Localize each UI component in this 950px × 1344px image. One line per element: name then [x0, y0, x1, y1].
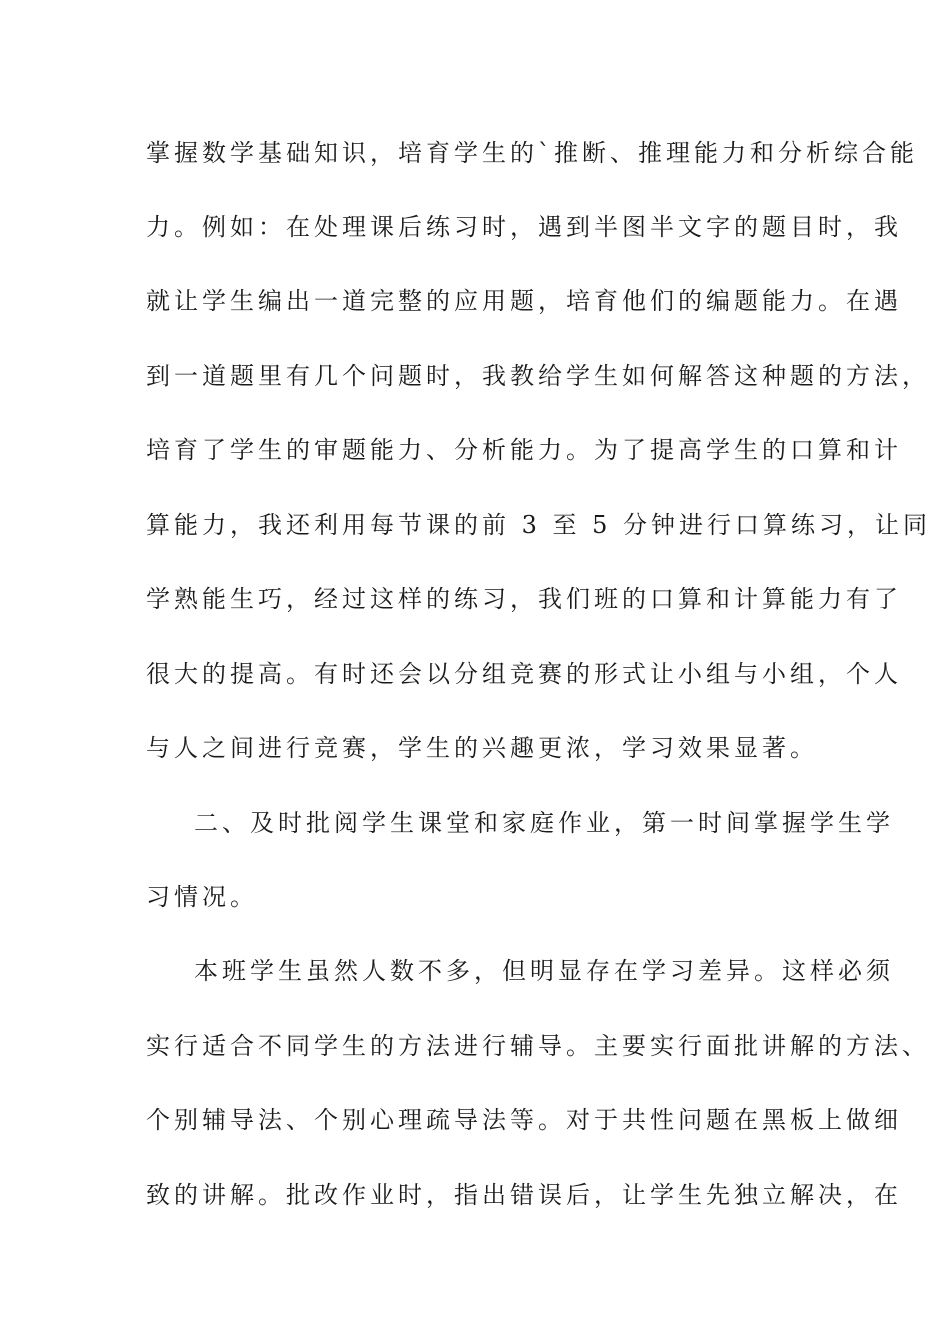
- paragraph-line-7: 学熟能生巧，经过这样的练习，我们班的口算和计算能力有了: [146, 585, 902, 613]
- paragraph-line-9: 与人之间进行竞赛，学生的兴趣更浓，学习效果显著。: [146, 734, 818, 762]
- paragraph-line-1: 掌握数学基础知识，培育学生的`推断、推理能力和分析综合能: [146, 139, 918, 167]
- paragraph-line-5: 培育了学生的审题能力、分析能力。为了提高学生的口算和计: [146, 436, 902, 464]
- paragraph-line-4: 到一道题里有几个问题时，我教给学生如何解答这种题的方法，: [146, 362, 930, 390]
- paragraph-line-6: 算能力，我还利用每节课的前 3 至 5 分钟进行口算练习，让同: [146, 511, 932, 539]
- paragraph-2-line-4: 致的讲解。批改作业时，指出错误后，让学生先独立解决，在: [146, 1181, 902, 1209]
- paragraph-2-line-2: 实行适合不同学生的方法进行辅导。主要实行面批讲解的方法、: [146, 1032, 930, 1060]
- paragraph-line-2: 力。例如：在处理课后练习时，遇到半图半文字的题目时，我: [146, 213, 902, 241]
- section-heading-line-1: 二、及时批阅学生课堂和家庭作业，第一时间掌握学生学: [194, 809, 894, 837]
- paragraph-2-line-1: 本班学生虽然人数不多，但明显存在学习差异。这样必须: [194, 957, 894, 985]
- section-heading-line-2: 习情况。: [146, 883, 258, 911]
- paragraph-line-8: 很大的提高。有时还会以分组竞赛的形式让小组与小组，个人: [146, 660, 902, 688]
- paragraph-line-3: 就让学生编出一道完整的应用题，培育他们的编题能力。在遇: [146, 287, 902, 315]
- paragraph-2-line-3: 个别辅导法、个别心理疏导法等。对于共性问题在黑板上做细: [146, 1106, 902, 1134]
